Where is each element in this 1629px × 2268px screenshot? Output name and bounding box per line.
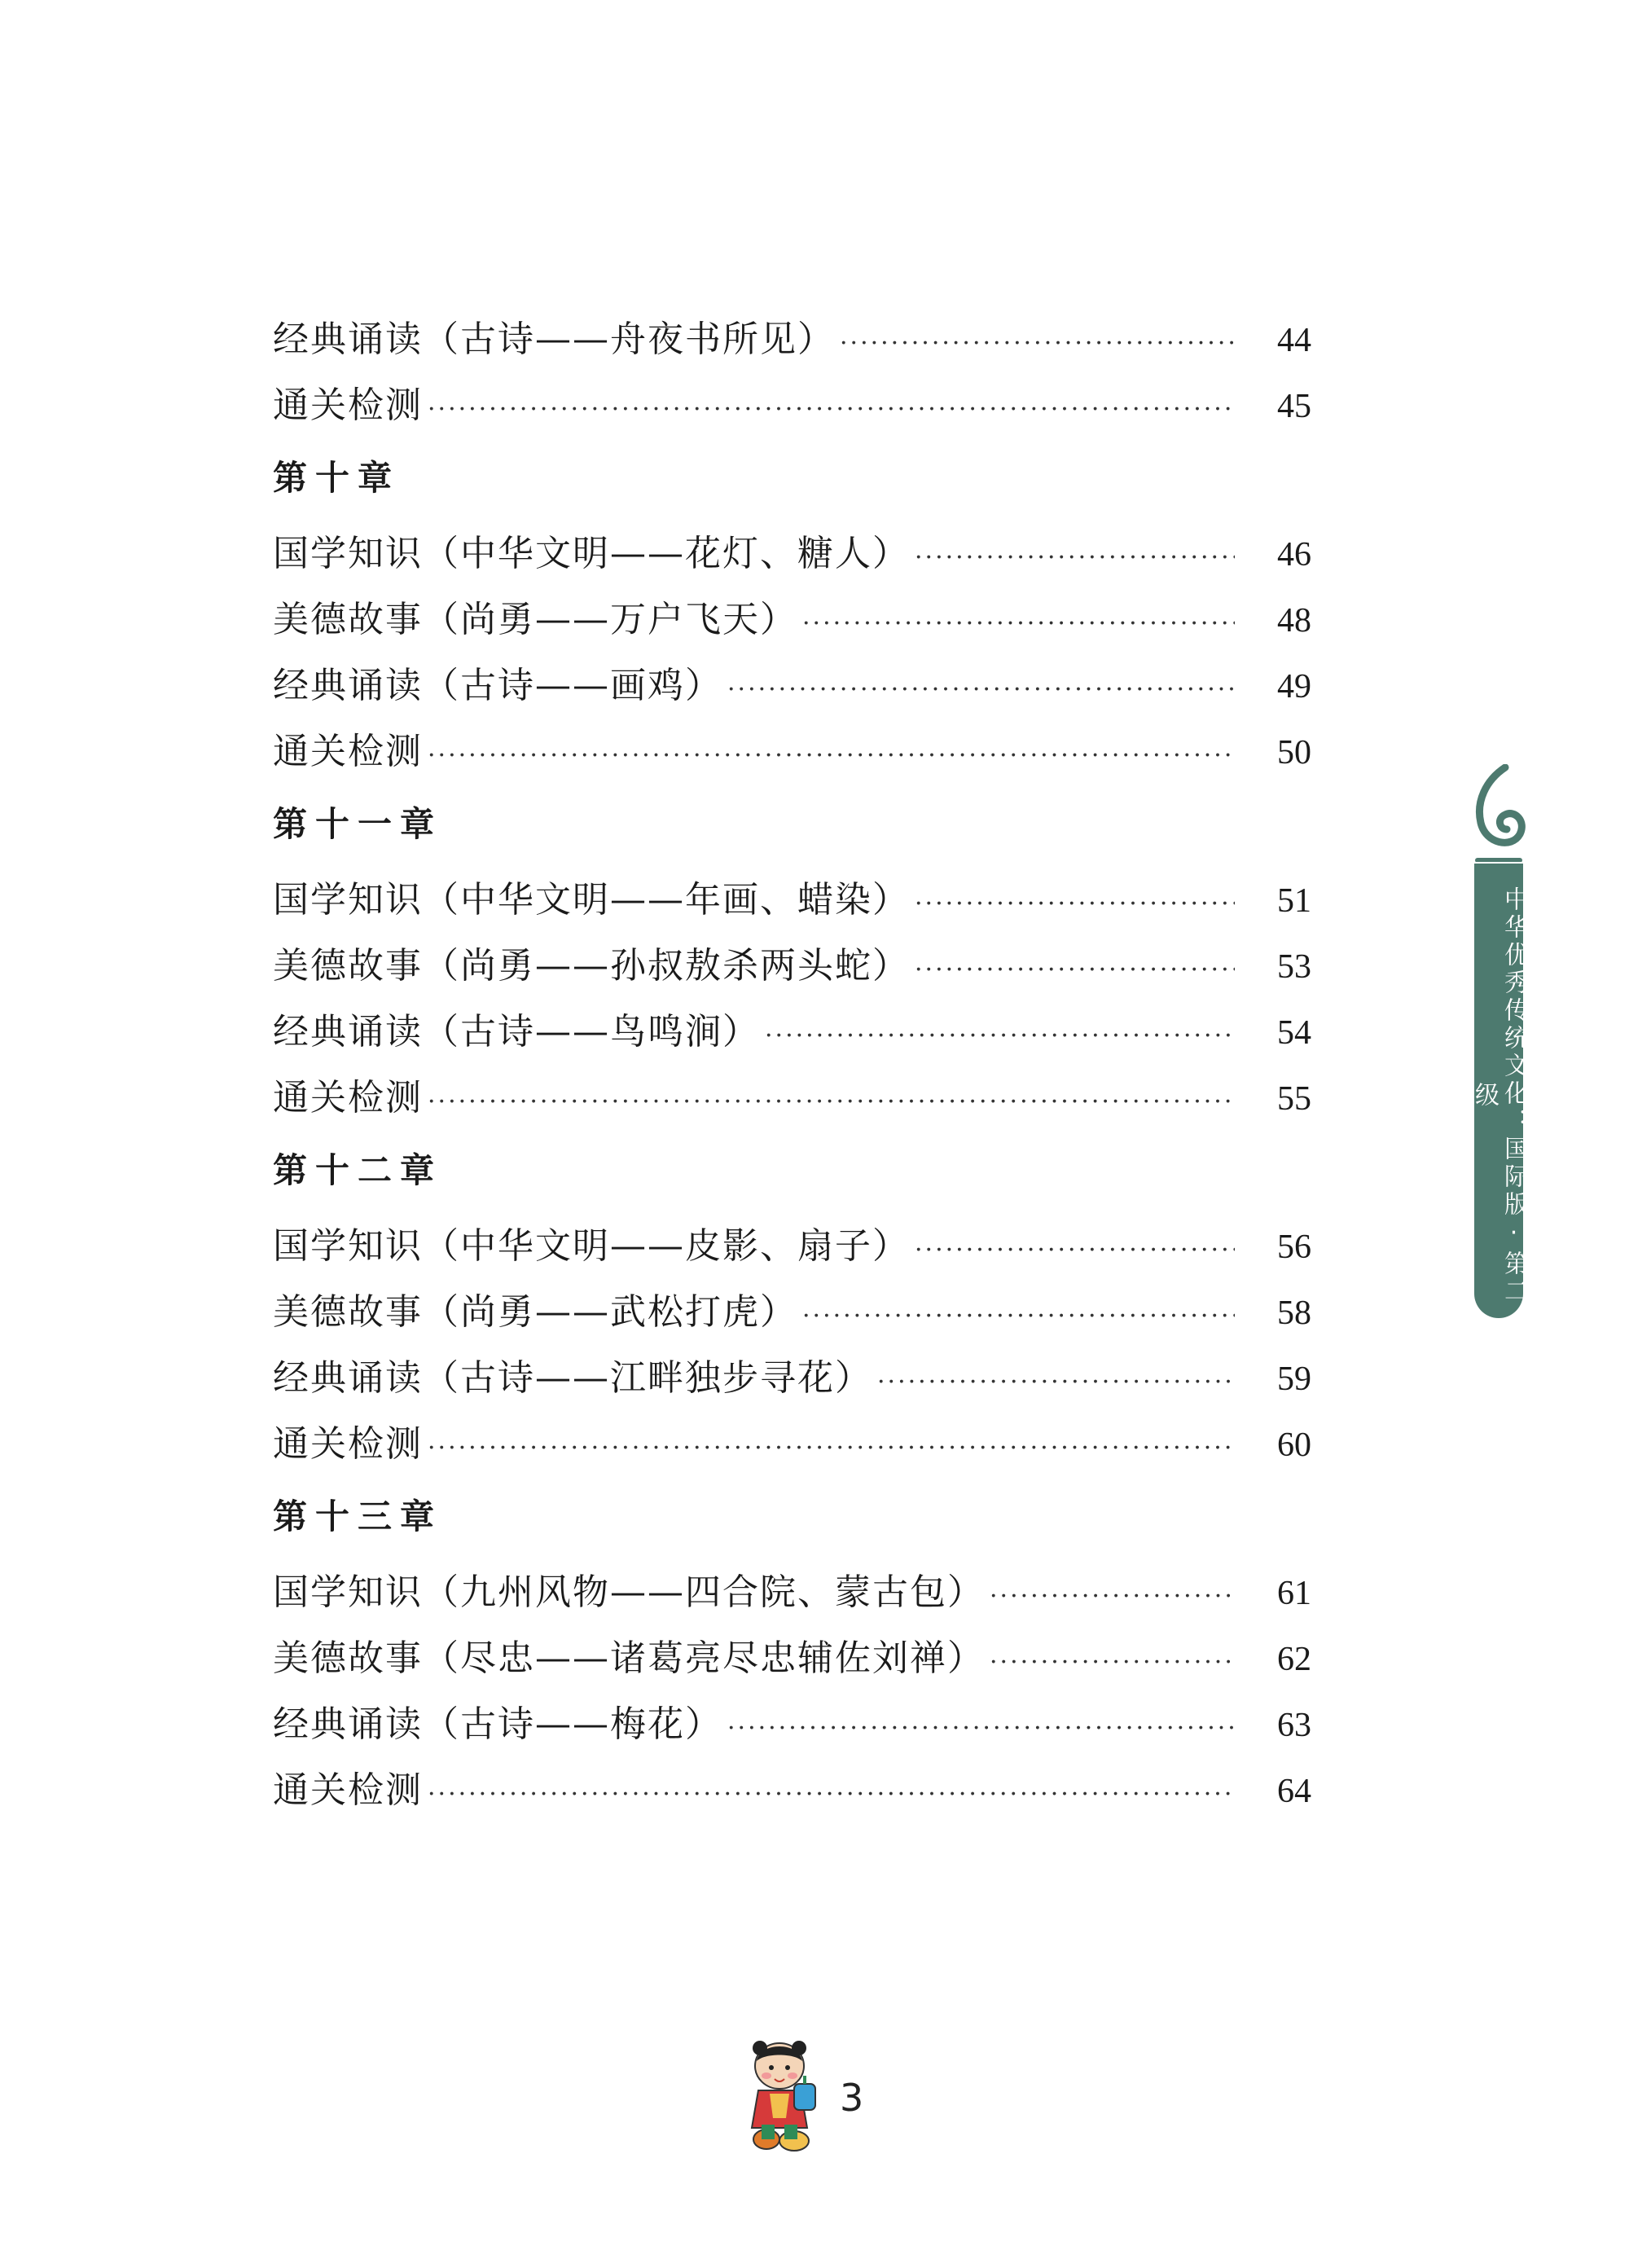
toc-entry-page: 50 [1277, 734, 1311, 771]
dot-leader [990, 1629, 1235, 1695]
toc-entry[interactable] [273, 1411, 1311, 1477]
page-footer [737, 2037, 900, 2159]
toc-entry-title: 经典诵读（古诗——鸟鸣涧） [273, 1011, 760, 1053]
toc-entry-page: 60 [1277, 1426, 1311, 1464]
toc-entry-page: 58 [1277, 1294, 1311, 1332]
toc-entry-page: 55 [1277, 1080, 1311, 1118]
toc-entry-title: 经典诵读（古诗——舟夜书所见） [273, 319, 835, 360]
toc-entry[interactable] [273, 521, 1311, 587]
chapter-section [273, 438, 1311, 785]
toc-entry-page: 62 [1277, 1641, 1311, 1678]
toc-entry-title: 国学知识（九州风物——四合院、蒙古包） [273, 1571, 985, 1613]
page-number: 3 [840, 2076, 864, 2120]
dot-leader [428, 1761, 1235, 1827]
dot-leader [727, 657, 1235, 723]
toc-entry-title: 美德故事（尚勇——孙叔敖杀两头蛇） [273, 945, 910, 987]
chapter-section [273, 1131, 1311, 1477]
chapter-heading: 第十一章 [273, 804, 443, 844]
toc-entry-title: 国学知识（中华文明——皮影、扇子） [273, 1225, 910, 1267]
toc-entry-title: 经典诵读（古诗——梅花） [273, 1703, 722, 1745]
toc-entry-title: 美德故事（尚勇——武松打虎） [273, 1291, 797, 1333]
dot-leader [802, 1283, 1235, 1349]
toc-entry-page: 59 [1277, 1360, 1311, 1398]
dot-leader [727, 1695, 1235, 1761]
side-tab [1466, 764, 1531, 1367]
dot-leader [915, 937, 1235, 1003]
toc-entry-title: 国学知识（中华文明——年画、蜡染） [273, 879, 910, 921]
chapter-heading: 第十二章 [273, 1150, 443, 1190]
toc-entry-title: 通关检测 [273, 1769, 423, 1811]
table-of-contents [273, 306, 1311, 1823]
series-title-tab: 中华优秀传统文化：国际版·第二级 [1474, 864, 1523, 1318]
dot-leader [990, 1563, 1235, 1629]
toc-entry[interactable] [273, 1757, 1311, 1823]
toc-entry-title: 美德故事（尽忠——诸葛亮尽忠辅佐刘禅） [273, 1637, 985, 1679]
toc-entry[interactable] [273, 999, 1311, 1065]
dot-leader [915, 525, 1235, 591]
toc-entry-page: 49 [1277, 668, 1311, 705]
toc-entry[interactable] [273, 372, 1311, 438]
chapter-heading: 第十章 [273, 458, 401, 498]
dot-leader [765, 1003, 1235, 1069]
dot-leader [428, 1069, 1235, 1135]
toc-entry[interactable] [273, 1625, 1311, 1691]
toc-entry[interactable] [273, 1559, 1311, 1625]
dot-leader [877, 1349, 1235, 1415]
toc-entry-title: 通关检测 [273, 731, 423, 772]
toc-entry-page: 51 [1277, 882, 1311, 920]
dot-leader [915, 871, 1235, 937]
dot-leader [428, 1415, 1235, 1481]
toc-entry-page: 45 [1277, 388, 1311, 425]
toc-entry-title: 通关检测 [273, 1077, 423, 1119]
cloud-scroll-ornament-icon [1469, 764, 1528, 862]
toc-entry-title: 经典诵读（古诗——画鸡） [273, 665, 722, 706]
toc-entry[interactable] [273, 1065, 1311, 1131]
chapter-section [273, 785, 1311, 1131]
toc-entry-title: 美德故事（尚勇——万户飞天） [273, 599, 797, 640]
dot-leader [840, 310, 1235, 376]
toc-entry-title: 国学知识（中华文明——花灯、糖人） [273, 533, 910, 574]
toc-pre-entries [273, 306, 1311, 438]
toc-entry[interactable] [273, 867, 1311, 933]
toc-entry[interactable] [273, 653, 1311, 719]
toc-entry[interactable] [273, 1345, 1311, 1411]
toc-entry-page: 64 [1277, 1773, 1311, 1810]
dot-leader [915, 1217, 1235, 1283]
toc-entry-page: 46 [1277, 536, 1311, 574]
toc-entry[interactable] [273, 1691, 1311, 1757]
child-mascot-icon [737, 2037, 827, 2159]
toc-entry-page: 53 [1277, 948, 1311, 986]
toc-entry-page: 44 [1277, 322, 1311, 359]
dot-leader [428, 723, 1235, 789]
toc-entry[interactable] [273, 306, 1311, 372]
toc-entry-title: 通关检测 [273, 385, 423, 426]
toc-entry[interactable] [273, 719, 1311, 785]
toc-entry-page: 48 [1277, 602, 1311, 640]
toc-entry-page: 63 [1277, 1707, 1311, 1744]
chapter-heading: 第十三章 [273, 1497, 443, 1536]
toc-entry[interactable] [273, 1213, 1311, 1279]
toc-entry-page: 61 [1277, 1575, 1311, 1612]
toc-entry-title: 通关检测 [273, 1423, 423, 1465]
dot-leader [428, 376, 1235, 442]
chapter-section [273, 1477, 1311, 1823]
toc-entry[interactable] [273, 587, 1311, 653]
toc-entry-title: 经典诵读（古诗——江畔独步寻花） [273, 1357, 872, 1399]
toc-entry-page: 54 [1277, 1014, 1311, 1052]
toc-entry-page: 56 [1277, 1228, 1311, 1266]
toc-entry[interactable] [273, 933, 1311, 999]
dot-leader [802, 591, 1235, 657]
toc-entry[interactable] [273, 1279, 1311, 1345]
